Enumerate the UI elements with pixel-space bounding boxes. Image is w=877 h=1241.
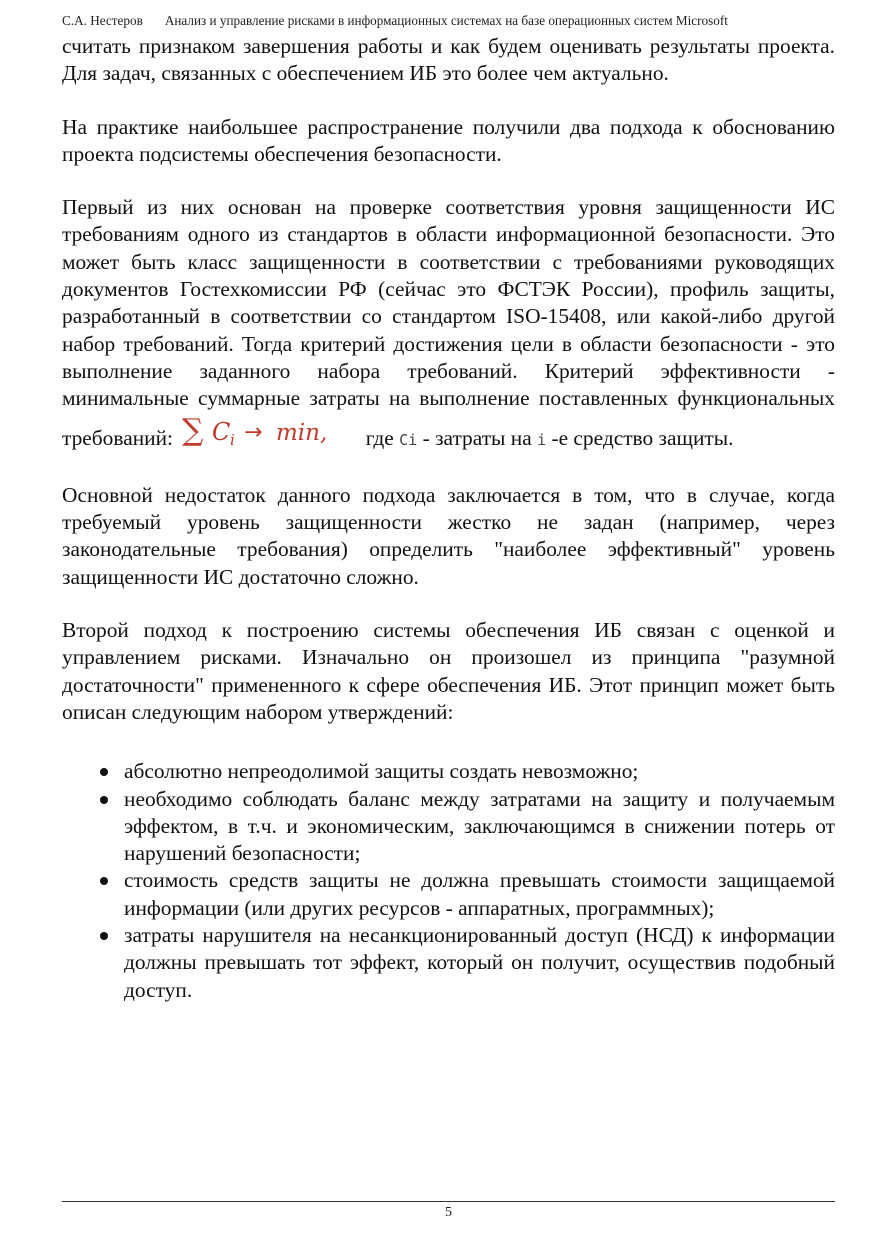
- var-i: i: [537, 430, 547, 449]
- list-item: [62, 922, 835, 1004]
- list-item: [62, 786, 835, 868]
- header-author: С.А. Нестеров: [62, 13, 143, 28]
- list-item-text: стоимость средств защиты не должна превышать стоимости защищаемой информации (или других ресурсов - аппаратных, программных);: [124, 868, 835, 920]
- formula-arrow: →: [244, 419, 263, 445]
- costs-word: затраты на: [435, 425, 532, 450]
- formula-min: min,: [276, 419, 328, 446]
- cost-sum-formula: [180, 413, 358, 456]
- paragraph-3-end: -е средство защиты.: [551, 425, 734, 450]
- where-word: где: [365, 425, 394, 450]
- list-item: [62, 758, 835, 785]
- bullet-icon: [100, 932, 108, 940]
- bullet-icon: [100, 768, 108, 776]
- dash: -: [422, 425, 430, 450]
- page-number: 5: [445, 1205, 452, 1220]
- header-title: Анализ и управление рисками в информационных системах на базе операционных систем Microsoft: [164, 13, 728, 28]
- document-body: [62, 33, 835, 1004]
- paragraph-4: Основной недостаток данного подхода заключается в том, что в случае, когда требуемый уровень защищенности жестко не задан (например, через законодательные требования) определить "наиболее эффективный" уровень защищенности ИС достаточно сложно.: [62, 482, 835, 589]
- list-item: [62, 867, 835, 922]
- paragraph-2: На практике наибольшее распространение получили два подхода к обоснованию проекта подсистемы обеспечения безопасности.: [62, 114, 835, 166]
- principles-list: [62, 758, 835, 1004]
- document-page: [62, 0, 835, 1241]
- paragraph-1: считать признаком завершения работы и как будем оценивать результаты проекта. Для задач, связанных с обеспечением ИБ это более чем актуально.: [62, 34, 835, 86]
- formula-subscript-i: i: [230, 430, 236, 449]
- list-item-text: затраты нарушителя на несанкционированный доступ (НСД) к информации должны превышать тот эффект, который он получит, осуществив подобный доступ.: [124, 923, 835, 1002]
- formula-graphic: [180, 413, 358, 449]
- list-item-text: абсолютно непреодолимой защиты создать невозможно;: [124, 759, 639, 784]
- bullet-icon: [100, 796, 108, 804]
- footer-divider: [62, 1201, 835, 1202]
- paragraph-5: Второй подход к построению системы обеспечения ИБ связан с оценкой и управлением рисками. Изначально он произошел из принципа "разумной достаточности" примененного к сфере обеспечения ИБ. Этот принцип может быть описан следующим набором утверждений:: [62, 618, 835, 724]
- paragraph-3-text: Первый из них основан на проверке соответствия уровня защищенности ИС требованиям одного из стандартов в области информационной безопасности. Это может быть класс защищенности в соответствии с требованиями руководящих документов Гостехкомиссии РФ (сейчас это ФСТЭК России), профиль защиты, разработанный в соответствии со стандартом ISO-15408, или какой-либо другой набор требований. Тогда критерий достижения цели в области безопасности - это выполнение заданного набора требований. Критерий эффективности - минимальные суммарные затраты на выполнение поставленных функциональных требований:: [62, 195, 835, 450]
- bullet-icon: [100, 877, 108, 885]
- running-header: [62, 13, 835, 29]
- list-item-text: необходимо соблюдать баланс между затратами на защиту и получаемым эффектом, в т.ч. и экономическим, заключающимся в снижении потерь от нарушений безопасности;: [124, 786, 835, 866]
- var-ci: Ci: [399, 430, 418, 449]
- formula-sum-symbol: ∑: [182, 412, 204, 448]
- formula-c: C: [212, 417, 231, 446]
- paragraph-3: [62, 194, 835, 456]
